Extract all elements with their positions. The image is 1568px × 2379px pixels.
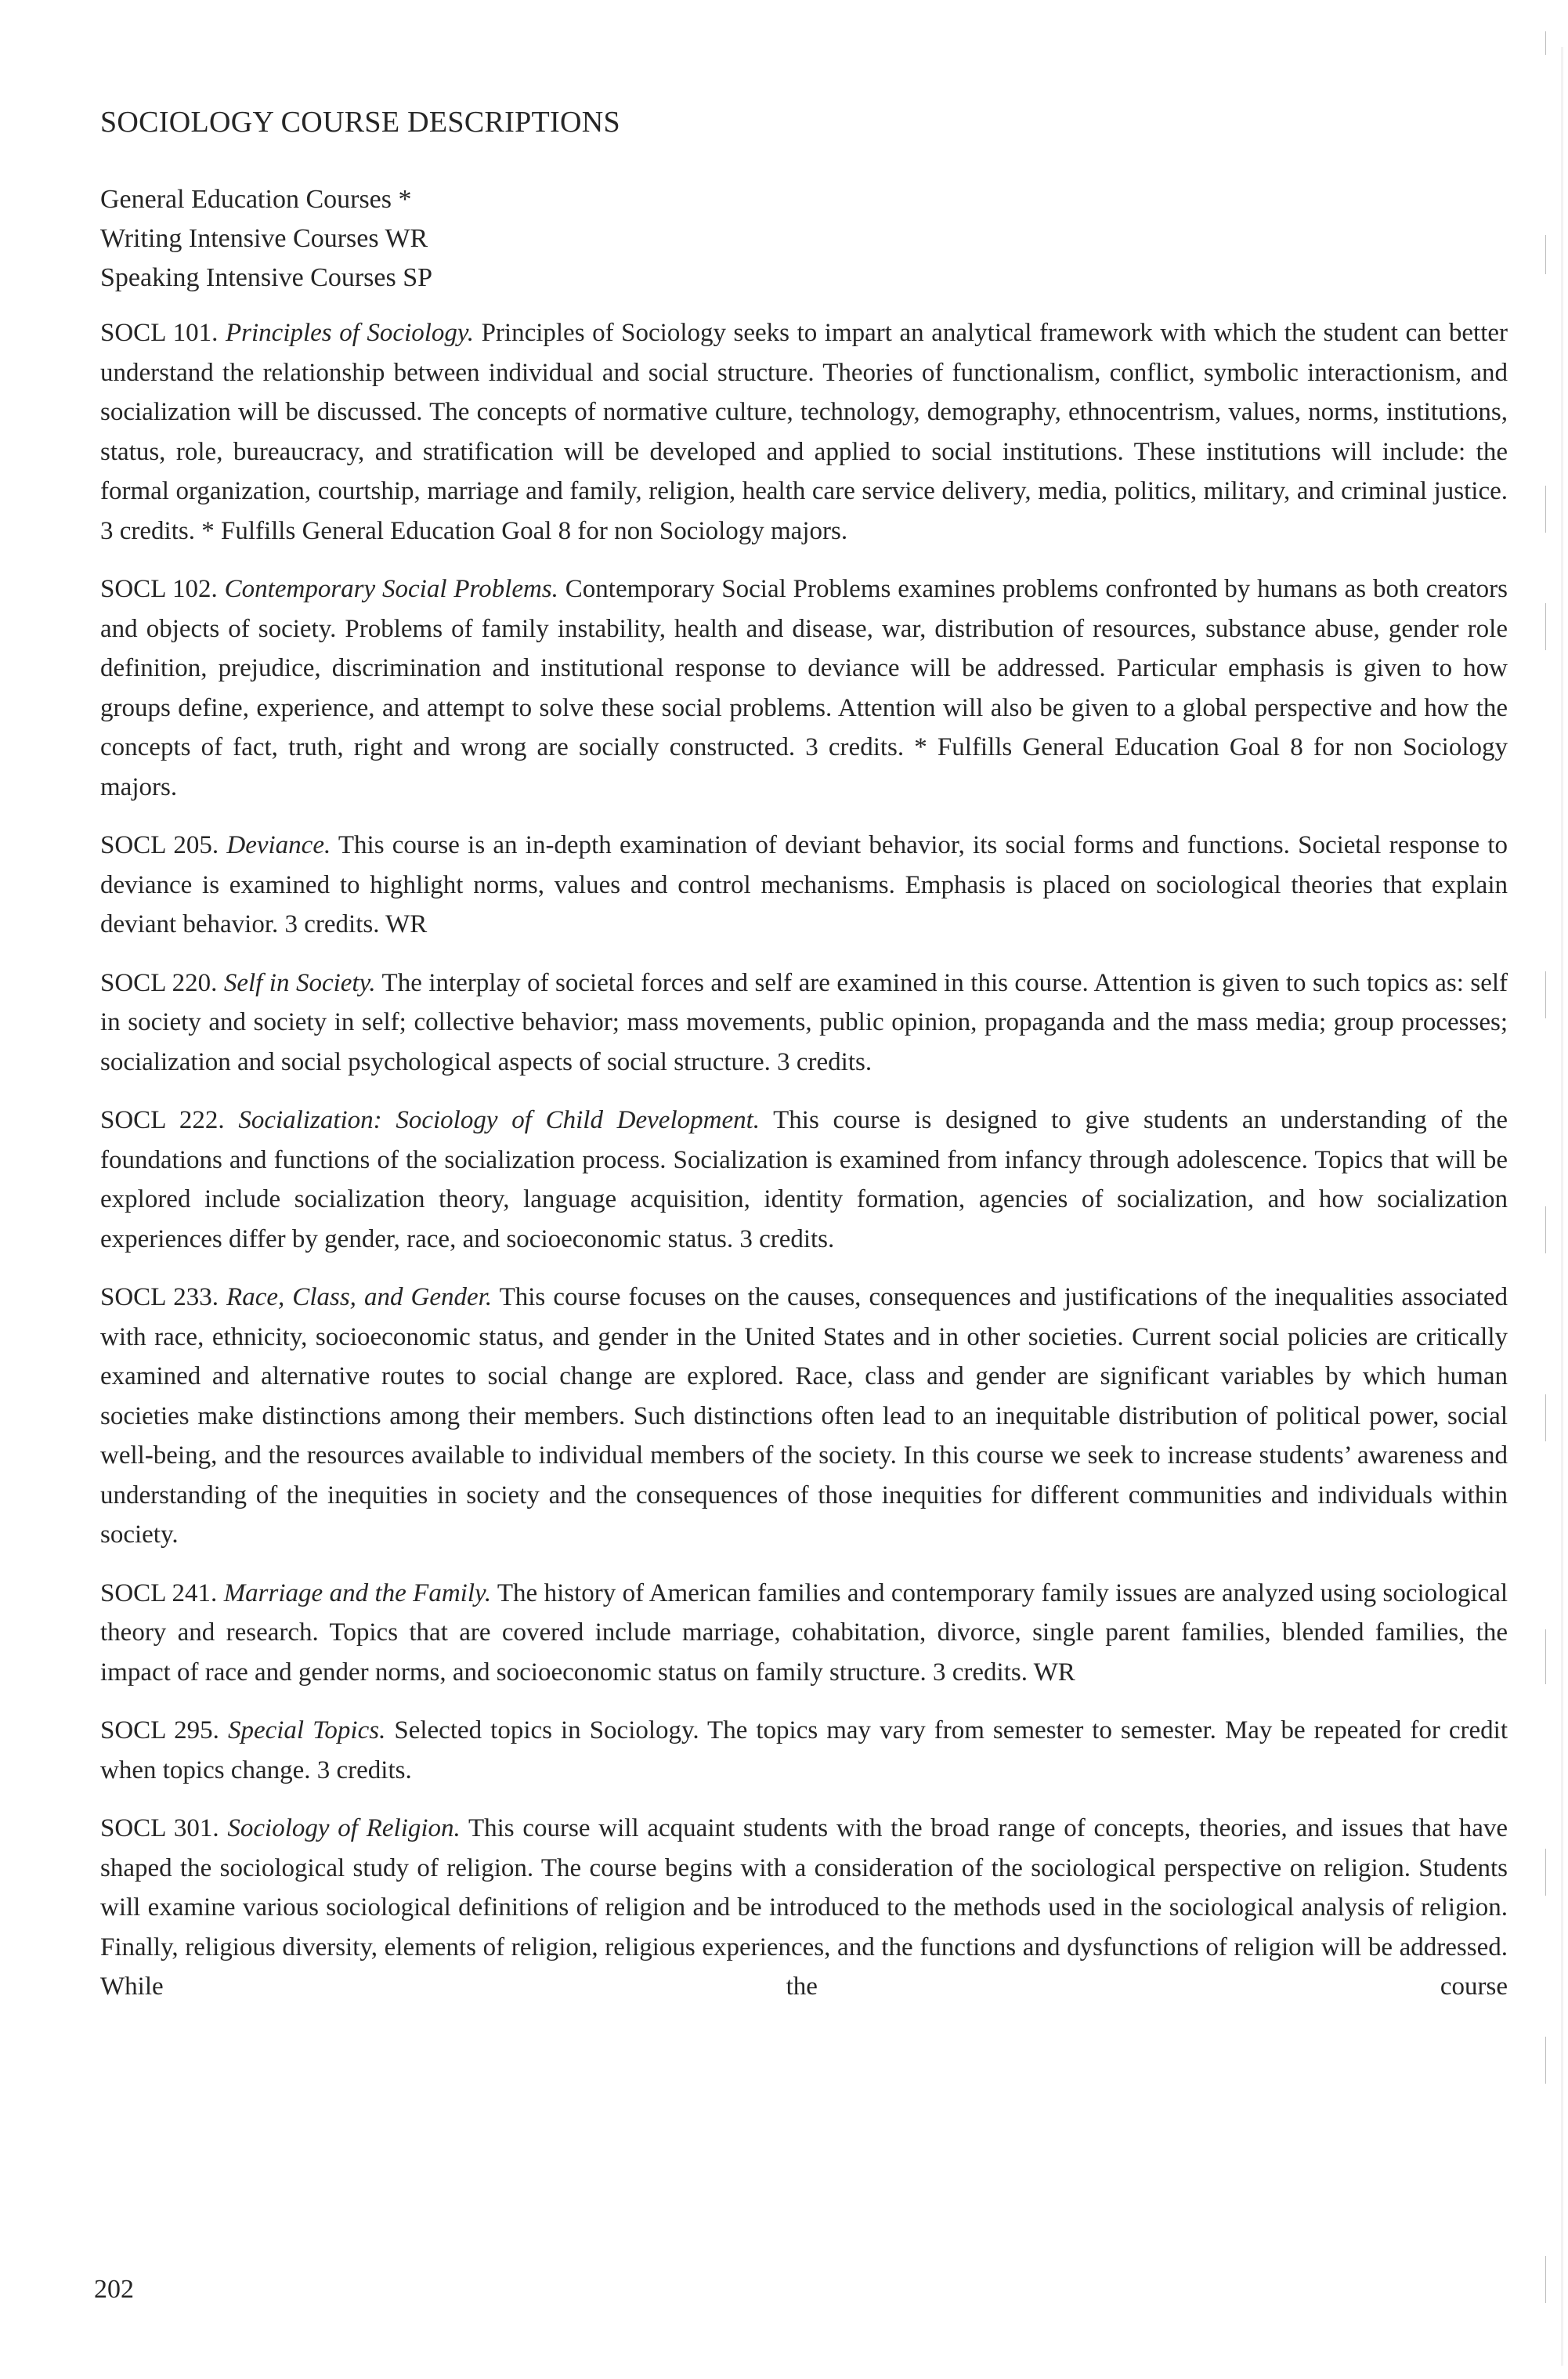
course-code: SOCL 220. [100, 968, 218, 997]
course-entry-socl-205 [100, 826, 1508, 945]
course-description: Contemporary Social Problems examines problems confronted by humans as both creators and objects of society. Problems of family instability, health and disease, war, distribution of resources, substance abuse, gender role definition, prejudice, discrimination and institutional response to deviance will be addressed. Particular emphasis is given to how groups define, experience, and attempt to solve these social problems. Attention will also be given to a global perspective and how the concepts of fact, truth, right and wrong are socially constructed. 3 credits. * Fulfills General Education Goal 8 for non Sociology majors. [100, 575, 1508, 801]
course-entry-socl-233 [100, 1278, 1508, 1555]
course-title: Deviance. [226, 831, 331, 859]
legend-speaking-intensive: Speaking Intensive Courses SP [100, 263, 433, 292]
course-description: Principles of Sociology seeks to impart an analytical framework with which the student can better understand the relationship between individual and social structure. Theories of functionalism, conflict, symbolic interactionism, and socialization will be discussed. The concepts of normative culture, technology, demography, ethnocentrism, values, norms, institutions, status, role, bureaucracy, and stratification will be developed and applied to social institutions. These institutions will include: the formal organization, courtship, marriage and family, religion, health care service delivery, media, politics, military, and criminal justice. 3 credits. * Fulfills General Education Goal 8 for non Sociology majors. [100, 319, 1508, 545]
course-code: SOCL 101. [100, 319, 219, 347]
scan-tick-artifact [1545, 603, 1546, 650]
course-description: The interplay of societal forces and self are examined in this course. Attention is given to such topics as: self in society and society in self; collective behavior; mass movements, public opinion, propaganda and the mass media; group processes; socialization and social psychological aspects of social structure. 3 credits. [100, 968, 1508, 1076]
course-entry-socl-220 [100, 964, 1508, 1083]
course-description: This course focuses on the causes, consequences and justifications of the inequalities associated with race, ethnicity, socioeconomic status, and gender in the United States and in other societies. Current social policies are critically examined and alternative routes to social change are explored. Race, class and gender are significant variables by which human societies make distinctions among their members. Such distinctions often lead to an inequitable distribution of political power, social well-being, and the resources available to individual members of the society. In this course we seek to increase students’ awareness and understanding of the inequities in society and the consequences of those inequities for different communities and individuals within society. [100, 1283, 1508, 1549]
scan-edge-artifact [1561, 47, 1563, 2366]
scan-tick-artifact [1545, 1849, 1546, 1896]
course-description: The history of American families and contemporary family issues are analyzed using sociological theory and research. Topics that are covered include marriage, cohabitation, divorce, single parent families, blended families, the impact of race and gender norms, and socioeconomic status on family structure. 3 credits. WR [100, 1578, 1508, 1687]
course-description: This course is an in-depth examination of deviant behavior, its social forms and functions. Societal response to deviance is examined to highlight norms, values and control mechanisms. Emphasis is placed on sociological theories that explain deviant behavior. 3 credits. WR [100, 831, 1508, 938]
course-entry-socl-222 [100, 1101, 1508, 1259]
legend-general-education: General Education Courses * [100, 185, 412, 214]
course-code: SOCL 295. [100, 1716, 219, 1744]
page-number: 202 [94, 2275, 134, 2304]
course-title: Self in Society. [223, 968, 376, 997]
scan-tick-artifact [1545, 1394, 1546, 1441]
course-code: SOCL 222. [100, 1106, 225, 1134]
course-code: SOCL 233. [100, 1283, 219, 1311]
course-entry-socl-102 [100, 569, 1508, 807]
course-title: Principles of Sociology. [226, 319, 474, 347]
course-code: SOCL 301. [100, 1814, 219, 1842]
scan-tick-artifact [1545, 1206, 1546, 1253]
course-description: This course will acquaint students with the broad range of concepts, theories, and issues that have shaped the sociological study of religion. The course begins with a consideration of the sociological perspective on religion. Students will examine various sociological definitions of religion and be introduced to the methods used in the sociological analysis of religion. Finally, religious diversity, elements of religion, religious experiences, and the functions and dysfunctions of religion will be addressed. While the course [100, 1814, 1508, 2001]
course-entry-socl-101 [100, 313, 1508, 551]
course-entry-socl-295 [100, 1711, 1508, 1790]
course-title: Socialization: Sociology of Child Development. [238, 1106, 761, 1134]
course-type-legend [100, 180, 432, 298]
course-code: SOCL 241. [100, 1578, 218, 1607]
scan-tick-artifact [1545, 1629, 1546, 1684]
course-list [100, 313, 1508, 2026]
course-title: Sociology of Religion. [227, 1814, 461, 1842]
course-title: Special Topics. [227, 1716, 386, 1744]
course-title: Race, Class, and Gender. [226, 1283, 493, 1311]
scan-tick-artifact [1545, 2256, 1546, 2303]
scan-tick-artifact [1545, 971, 1546, 1018]
course-entry-socl-241 [100, 1574, 1508, 1693]
legend-writing-intensive: Writing Intensive Courses WR [100, 224, 428, 253]
course-code: SOCL 205. [100, 831, 219, 859]
course-description: This course is designed to give students an understanding of the foundations and functions of the socialization process. Socialization is examined from infancy through adolescence. Topics that will be explored include socialization theory, language acquisition, identity formation, agencies of socialization, and how socialization experiences differ by gender, race, and socioeconomic status. 3 credits. [100, 1106, 1508, 1253]
course-code: SOCL 102. [100, 575, 218, 603]
course-description: Selected topics in Sociology. The topics may vary from semester to semester. May be repeated for credit when topics change. 3 credits. [100, 1716, 1508, 1784]
page-title: SOCIOLOGY COURSE DESCRIPTIONS [100, 106, 620, 139]
scan-tick-artifact [1545, 31, 1546, 55]
scan-tick-artifact [1545, 235, 1546, 274]
scan-tick-artifact [1545, 2037, 1546, 2084]
course-title: Marriage and the Family. [223, 1578, 492, 1607]
course-entry-socl-301 [100, 1809, 1508, 2007]
course-title: Contemporary Social Problems. [224, 575, 558, 603]
scan-tick-artifact [1545, 486, 1546, 533]
